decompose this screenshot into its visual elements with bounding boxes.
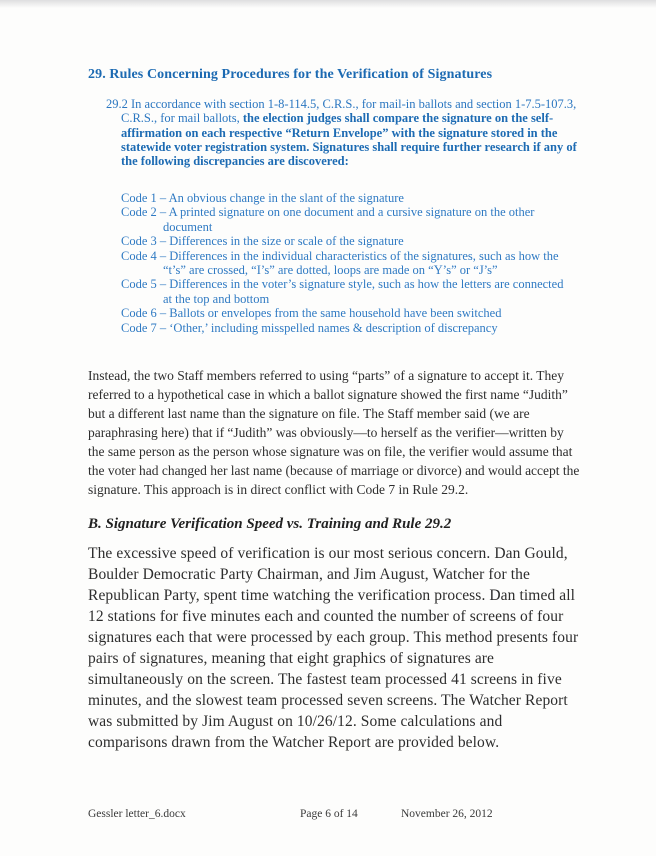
code-item-2: Code 2 – A printed signature on one document and a cursive signature on the other document (121, 205, 535, 234)
section-heading: 29. Rules Concerning Procedures for the Verification of Signatures (88, 67, 493, 82)
code-list (121, 191, 571, 335)
code-item-4: Code 4 – Differences in the individual characteristics of the signatures, such as how the “t’s” are crossed, “I’s” are dotted, loops are made on “Y’s” or “J’s” (121, 248, 559, 278)
code-item-1: Code 1 – An obvious change in the slant of the signature (121, 191, 404, 205)
body-paragraph-1: Instead, the two Staff members referred to using “parts” of a signature to accept it. They referred to a hypothetical case in which a ballot signature showed the first name “Judith” but a different last name than the signature on file. The Staff member said (we are paraphrasing here) that if “Judith” was obviously—to herself as the verifier—written by the same person as the person whose signature was on file, the verifier would assume that the voter had changed her last name (because of marriage or divorce) and would accept the signature. This approach is in direct conflict with Code 7 in Rule 29.2. (88, 368, 580, 497)
rule-paragraph (106, 97, 577, 168)
footer-page-number: Page 6 of 14 (300, 808, 358, 820)
footer-date: November 26, 2012 (401, 808, 493, 820)
code-item-7: Code 7 – ‘Other,’ including misspelled names & description of discrepancy (121, 320, 498, 335)
scan-edge-artifact (0, 0, 656, 8)
footer-filename: Gessler letter_6.docx (88, 808, 186, 820)
code-item-3: Code 3 – Differences in the size or scale of the signature (121, 234, 404, 249)
rule-paragraph-bold-text: the election judges shall compare the signature on the self-affirmation on each respective “Return Envelope” with the signature stored in the statewide voter registration system. Signatures shall require further research if any of the following discrepancies are discovered: (121, 111, 577, 169)
body-paragraph-2: The excessive speed of verification is our most serious concern. Dan Gould, Boulder Democratic Party Chairman, and Jim August, Watcher for the Republican Party, spent time watching the verification process. Dan timed all 12 stations for five minutes each and counted the number of screens of four signatures each that were processed by each group. This method presents four pairs of signatures, meaning that eight graphics of signatures are simultaneously on the screen. The fastest team processed 41 screens in five minutes, and the slowest team processed seven screens. The Watcher Report was submitted by Jim August on 10/26/12. Some calculations and comparisons drawn from the Watcher Report are provided below. (88, 545, 579, 751)
rule-paragraph-regular-text: 29.2 In accordance with section 1-8-114.5, C.R.S., for mail-in ballots and section 1-7.5-107.3, C.R.S., for mail ballots, (106, 97, 577, 126)
code-item-6: Code 6 – Ballots or envelopes from the same household have been switched (121, 306, 502, 321)
code-item-5: Code 5 – Differences in the voter’s signature style, such as how the letters are connected at the top and bottom (121, 277, 564, 306)
subsection-heading: B. Signature Verification Speed vs. Training and Rule 29.2 (88, 516, 452, 532)
